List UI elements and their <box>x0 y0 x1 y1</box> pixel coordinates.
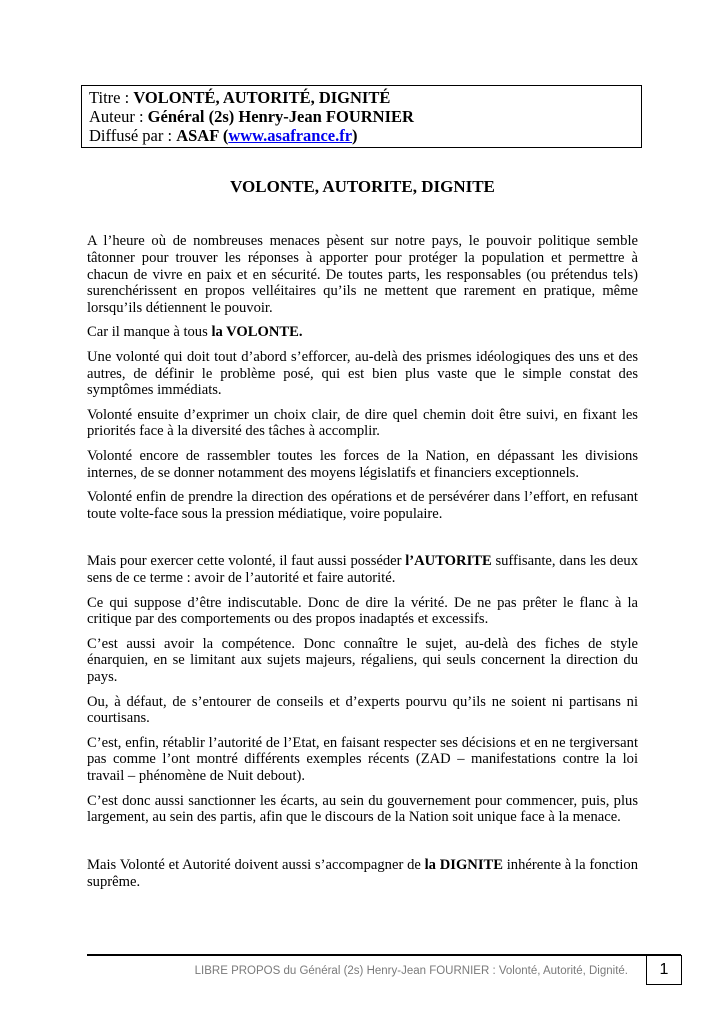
paragraph: C’est donc aussi sanctionner les écarts, au sein du gouvernement pour commencer, puis, plus largement, au sein des partis, afin que le discours de la Nation soit unique face à la menace. <box>87 792 638 826</box>
author-row <box>89 107 641 126</box>
paragraph: A l’heure où de nombreuses menaces pèsent sur notre pays, le pouvoir politique semble tâtonner pour trouver les réponses à apporter pour protéger la population et permettre à chacun de vivre en paix et en sécurité. De toutes parts, les responsables (ou prétendus tels) surenchérissent en propos velléitaires qu’ils ne mettent que rarement en pratique, même lorsqu’ils détiennent le pouvoir. <box>87 233 638 317</box>
paragraph: Une volonté qui doit tout d’abord s’efforcer, au-delà des prismes idéologiques des uns et des autres, de définir le problème posé, qui est bien plus vaste que le simple constat des symptômes immédiats. <box>87 348 638 399</box>
paragraph: Mais pour exercer cette volonté, il faut aussi posséder l’AUTORITE suffisante, dans les deux sens de ce terme : avoir de l’autorité et faire autorité. <box>87 553 638 587</box>
paragraph: Volonté encore de rassembler toutes les forces de la Nation, en dépassant les divisions internes, de se donner notamment des moyens législatifs et financiers exceptionnels. <box>87 447 638 481</box>
document-header-box <box>81 85 642 148</box>
article-body <box>87 233 638 898</box>
title-label: Titre : <box>89 88 134 107</box>
asaf-website-link[interactable]: www.asafrance.fr <box>228 126 353 145</box>
footer-running-title: LIBRE PROPOS du Général (2s) Henry-Jean FOURNIER : Volonté, Autorité, Dignité. <box>194 965 628 977</box>
paragraph: Volonté ensuite d’exprimer un choix clair, de dire quel chemin doit être suivi, en fixant les priorités face à la diversité des tâches à accomplir. <box>87 406 638 440</box>
footer-divider <box>87 954 681 956</box>
title-row <box>89 88 641 107</box>
author-value: Général (2s) Henry-Jean FOURNIER <box>147 107 414 126</box>
paragraph: Car il manque à tous la VOLONTE. <box>87 324 303 341</box>
paragraph: Ce qui suppose d’être indiscutable. Donc de dire la vérité. De ne pas prêter le flanc à la critique par des comportements ou des propos inadaptés et excessifs. <box>87 594 638 628</box>
paragraph: C’est, enfin, rétablir l’autorité de l’Etat, en faisant respecter ses décisions et en ne tergiversant pas comme l’ont montré différents exemples récents (ZAD – manifestations contre la loi travail – phénomène de Nuit debout). <box>87 734 638 785</box>
document-title: VOLONTE, AUTORITE, DIGNITE <box>230 177 495 196</box>
publisher-row <box>89 126 641 145</box>
paragraph: Mais Volonté et Autorité doivent aussi s’accompagner de la DIGNITE inhérente à la fonction suprême. <box>87 857 638 890</box>
paragraph: Ou, à défaut, de s’entourer de conseils et d’experts pourvu qu’ils ne soient ni partisans ni courtisans. <box>87 693 638 727</box>
author-label: Auteur : <box>89 107 148 126</box>
publisher-value: ASAF (www.asafrance.fr) <box>176 126 358 145</box>
paragraph: C’est aussi avoir la compétence. Donc connaître le sujet, au-delà des fiches de style énarquien, en se limitant aux sujets majeurs, régaliens, qui seuls concernent la direction du pays. <box>87 635 638 686</box>
publisher-label: Diffusé par : <box>89 126 177 145</box>
page-number: 1 <box>646 955 682 985</box>
paragraph: Volonté enfin de prendre la direction des opérations et de persévérer dans l’effort, en refusant toute volte-face sous la pression médiatique, voire populaire. <box>87 488 638 522</box>
title-value: VOLONTÉ, AUTORITÉ, DIGNITÉ <box>133 88 391 107</box>
